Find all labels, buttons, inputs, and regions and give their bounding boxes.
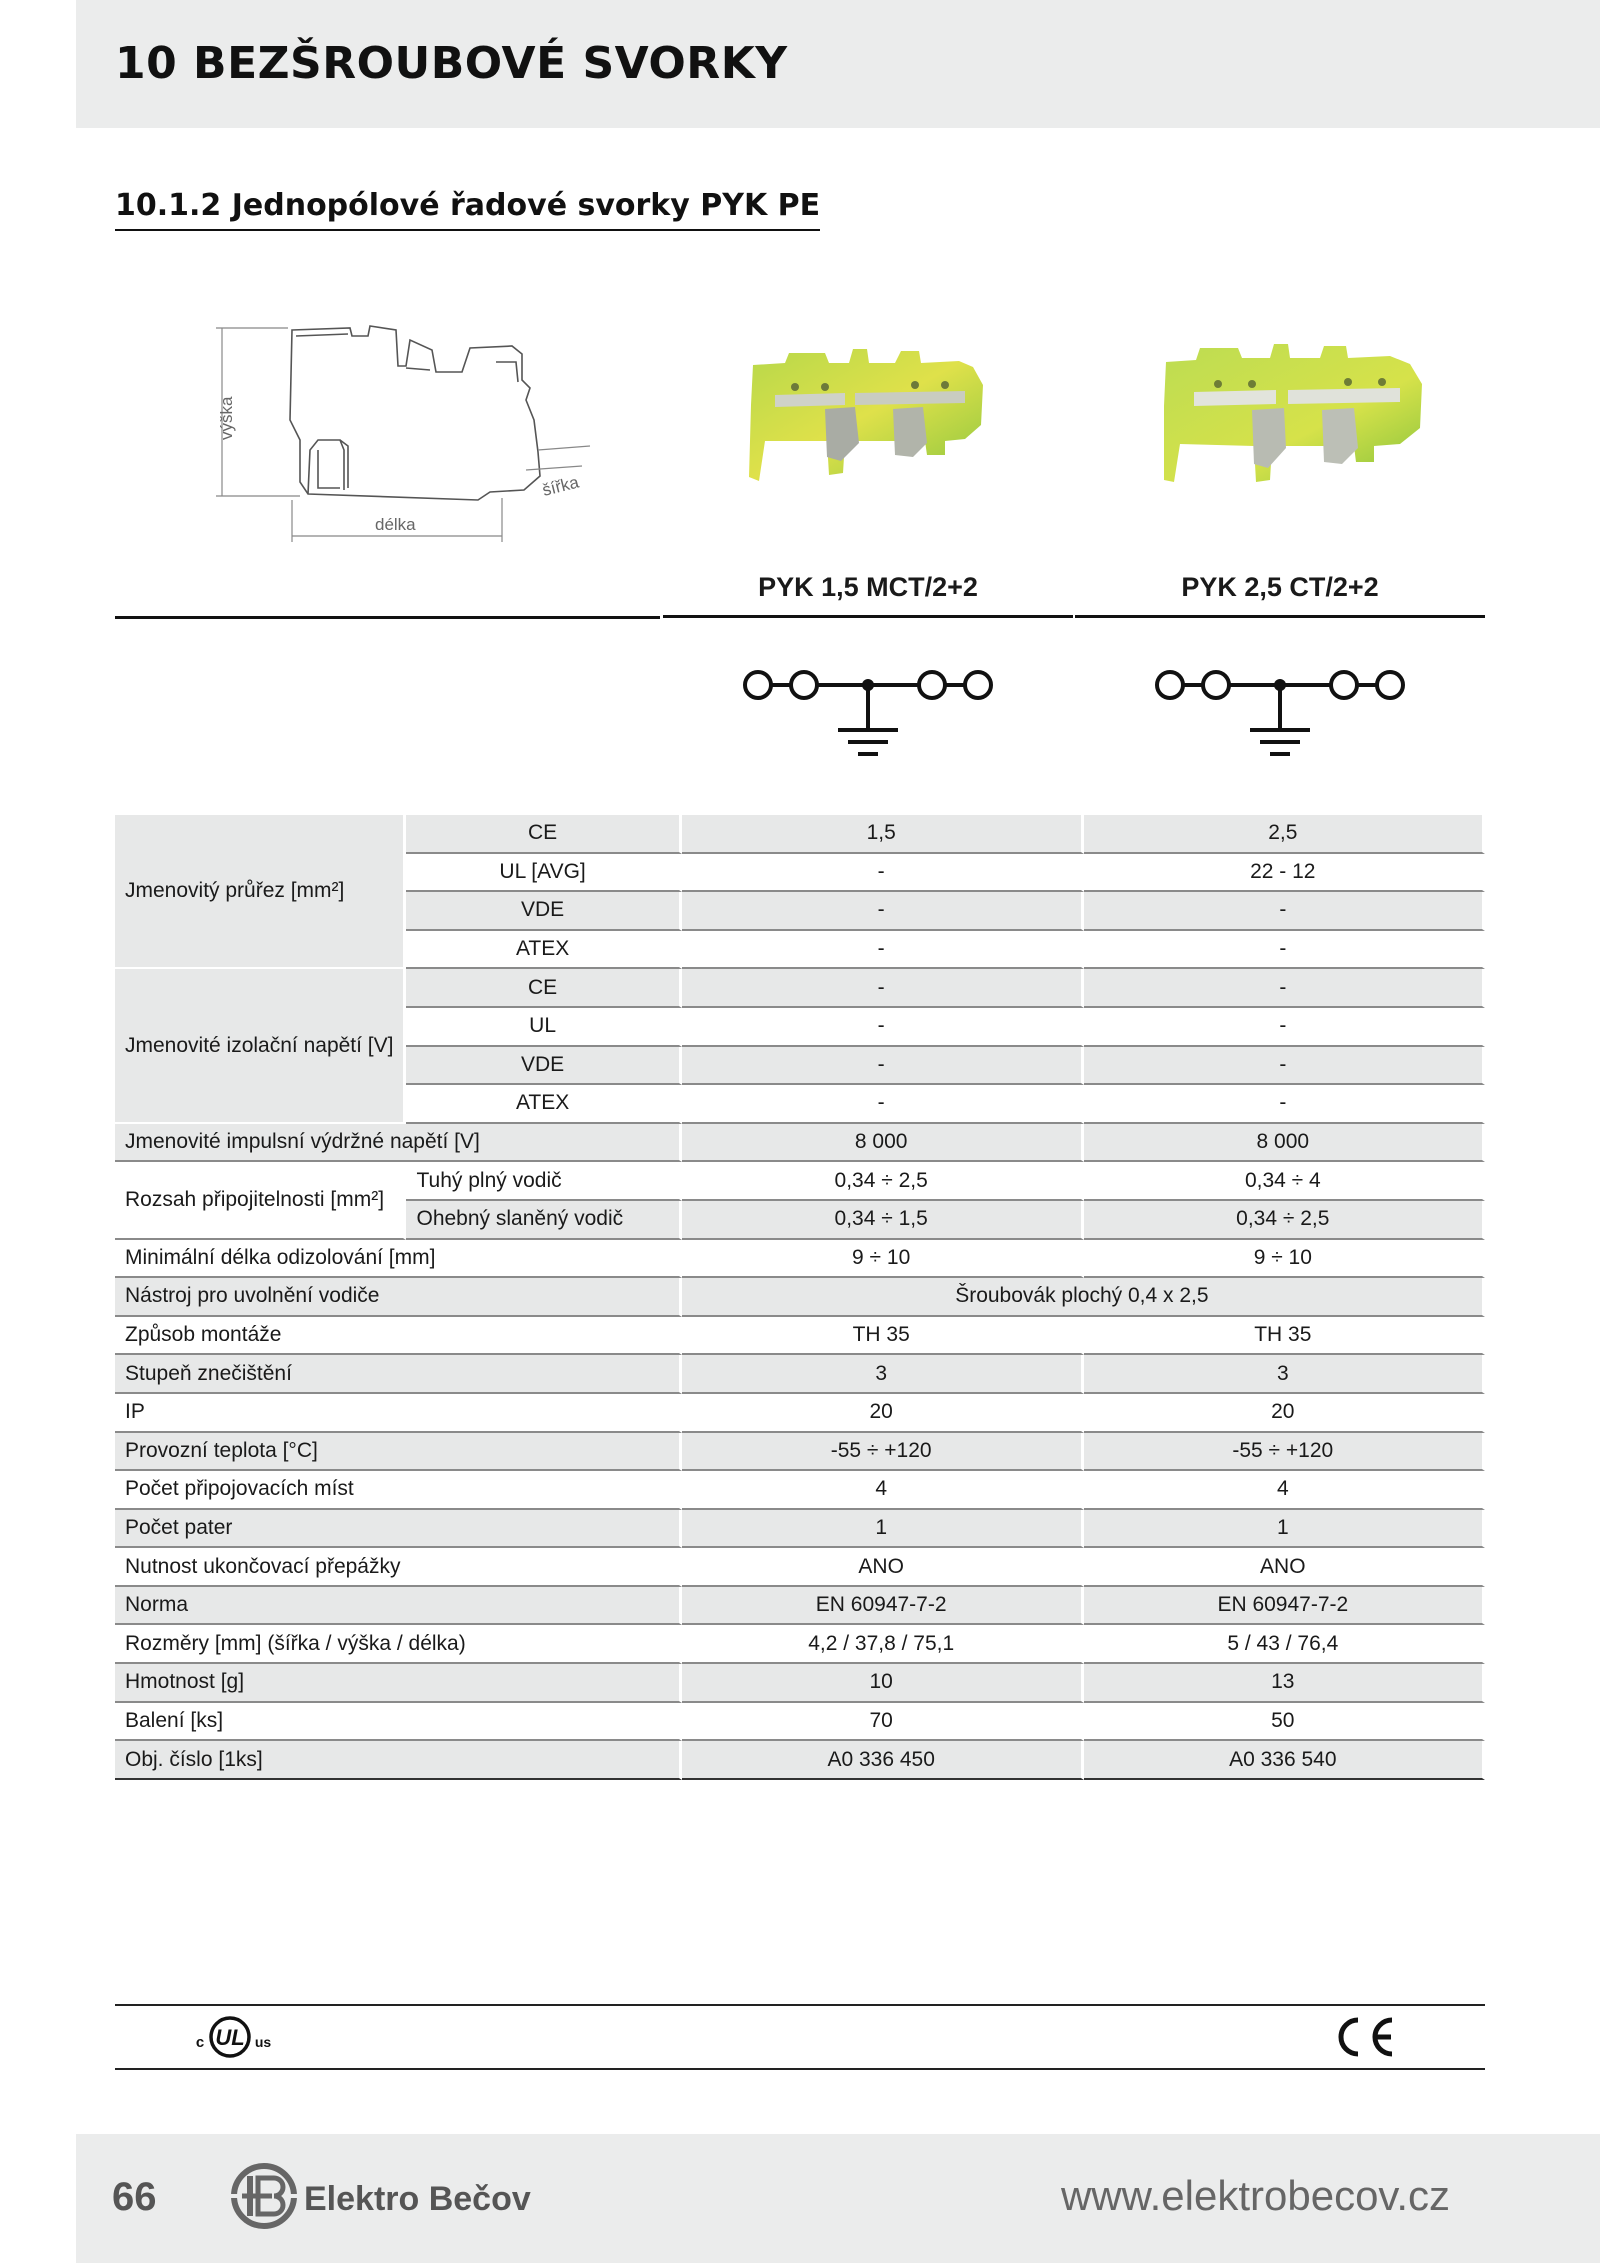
value-cell: 10 [682, 1664, 1084, 1703]
row-label: Stupeň znečištění [115, 1355, 682, 1394]
group-label-insulation-voltage: Jmenovité izolační napětí [V] [115, 969, 406, 1123]
length-label: délka [375, 515, 416, 534]
table-row [115, 1394, 1485, 1433]
chapter-title: 10 BEZŠROUBOVÉ SVORKY [115, 38, 788, 89]
value-cell: 0,34 ÷ 2,5 [682, 1162, 1084, 1201]
value-cell: 4 [1084, 1471, 1485, 1510]
value-cell: TH 35 [682, 1317, 1084, 1356]
row-label: Způsob montáže [115, 1317, 682, 1356]
value-cell: 5 / 43 / 76,4 [1084, 1625, 1485, 1664]
conductor-type-label: Tuhý plný vodič [406, 1162, 681, 1201]
width-label: šířka [540, 472, 581, 500]
product-name-2: PYK 2,5 CT/2+2 [1075, 572, 1485, 618]
group-label-cross-section: Jmenovitý průřez [mm²] [115, 815, 406, 969]
row-label: Norma [115, 1587, 682, 1626]
value-cell: 70 [682, 1703, 1084, 1742]
cert-rule-bottom [115, 2068, 1485, 2070]
table-row [115, 969, 1485, 1008]
table-row [115, 1433, 1485, 1472]
value-cell: - [1084, 931, 1485, 970]
table-row [115, 1587, 1485, 1626]
value-cell: - [682, 931, 1084, 970]
table-row [115, 1471, 1485, 1510]
standard-label: ATEX [406, 931, 681, 970]
page-number: 66 [112, 2175, 157, 2219]
table-row [115, 1162, 1485, 1201]
standard-label: ATEX [406, 1085, 681, 1124]
value-cell: - [682, 1047, 1084, 1086]
row-label: Minimální délka odizolování [mm] [115, 1240, 682, 1279]
website-link[interactable]: www.elektrobecov.cz [1060, 2172, 1450, 2219]
value-cell: 4 [682, 1471, 1084, 1510]
ul-c-text: c [195, 2034, 205, 2051]
value-cell: 22 - 12 [1084, 854, 1485, 893]
value-cell: - [682, 1085, 1084, 1124]
brand-name: Elektro Bečov [304, 2180, 531, 2218]
value-cell: A0 336 540 [1084, 1741, 1485, 1780]
value-cell: 8 000 [1084, 1124, 1485, 1163]
value-cell: - [682, 854, 1084, 893]
value-cell: - [1084, 1047, 1485, 1086]
value-cell: TH 35 [1084, 1317, 1485, 1356]
row-label: Počet pater [115, 1510, 682, 1549]
spec-table [115, 815, 1485, 1780]
standard-label: CE [406, 815, 681, 854]
value-cell: EN 60947-7-2 [682, 1587, 1084, 1626]
dimension-drawing [200, 300, 600, 545]
standard-label: CE [406, 969, 681, 1008]
cul-us-certification-logo [180, 2012, 280, 2062]
value-cell: 1 [682, 1510, 1084, 1549]
row-label: Balení [ks] [115, 1703, 682, 1742]
table-row [115, 815, 1485, 854]
row-label: Nutnost ukončovací přepážky [115, 1548, 682, 1587]
value-cell: 50 [1084, 1703, 1485, 1742]
value-cell: 13 [1084, 1664, 1485, 1703]
row-label: Rozměry [mm] (šířka / výška / délka) [115, 1625, 682, 1664]
value-cell: 1,5 [682, 815, 1084, 854]
section-title: 10.1.2 Jednopólové řadové svorky PYK PE [115, 188, 820, 231]
value-cell: ANO [682, 1548, 1084, 1587]
product-photo-pyk-2-5 [1160, 340, 1430, 490]
group-label-connection-range: Rozsah připojitelnosti [mm²] [115, 1162, 406, 1239]
standard-label: VDE [406, 1047, 681, 1086]
row-label: Hmotnost [g] [115, 1664, 682, 1703]
product-name-1: PYK 1,5 MCT/2+2 [663, 572, 1073, 618]
row-label: Obj. číslo [1ks] [115, 1741, 682, 1780]
table-row [115, 1355, 1485, 1394]
value-cell: - [1084, 892, 1485, 931]
value-cell: 0,34 ÷ 4 [1084, 1162, 1485, 1201]
standard-label: UL [406, 1008, 681, 1047]
row-label: Jmenovité impulsní výdržné napětí [V] [115, 1124, 682, 1163]
standard-label: VDE [406, 892, 681, 931]
value-cell: 8 000 [682, 1124, 1084, 1163]
ul-us-text: us [254, 2034, 272, 2050]
value-cell: 9 ÷ 10 [682, 1240, 1084, 1279]
value-cell: 3 [1084, 1355, 1485, 1394]
value-cell: - [682, 1008, 1084, 1047]
value-cell-merged: Šroubovák plochý 0,4 x 2,5 [682, 1278, 1485, 1317]
value-cell: ANO [1084, 1548, 1485, 1587]
value-cell: 0,34 ÷ 1,5 [682, 1201, 1084, 1240]
ul-main-text: UL [215, 2025, 245, 2050]
table-row [115, 1278, 1485, 1317]
value-cell: -55 ÷ +120 [1084, 1433, 1485, 1472]
value-cell: - [1084, 1085, 1485, 1124]
value-cell: - [682, 892, 1084, 931]
table-row [115, 1548, 1485, 1587]
value-cell: 2,5 [1084, 815, 1485, 854]
value-cell: 20 [682, 1394, 1084, 1433]
value-cell: 20 [1084, 1394, 1485, 1433]
brand-logo-icon [226, 2158, 302, 2234]
row-label: Počet připojovacích míst [115, 1471, 682, 1510]
standard-label: UL [AVG] [406, 854, 681, 893]
table-row [115, 1741, 1485, 1780]
row-label: IP [115, 1394, 682, 1433]
value-cell: - [1084, 1008, 1485, 1047]
value-cell: -55 ÷ +120 [682, 1433, 1084, 1472]
table-row [115, 1625, 1485, 1664]
table-row [115, 1510, 1485, 1549]
table-row [115, 1240, 1485, 1279]
height-label: výška [217, 396, 236, 440]
cert-rule-top [115, 2004, 1485, 2006]
circuit-symbol-2 [1150, 660, 1410, 770]
product-photo-pyk-1-5 [745, 345, 995, 485]
value-cell: 9 ÷ 10 [1084, 1240, 1485, 1279]
value-cell: - [1084, 969, 1485, 1008]
value-cell: A0 336 450 [682, 1741, 1084, 1780]
value-cell: - [682, 969, 1084, 1008]
row-label: Nástroj pro uvolnění vodiče [115, 1278, 682, 1317]
conductor-type-label: Ohebný slaněný vodič [406, 1201, 681, 1240]
value-cell: EN 60947-7-2 [1084, 1587, 1485, 1626]
table-row [115, 1703, 1485, 1742]
circuit-symbol-1 [738, 660, 998, 770]
ce-certification-logo [1328, 2014, 1398, 2060]
table-row [115, 1124, 1485, 1163]
value-cell: 1 [1084, 1510, 1485, 1549]
value-cell: 4,2 / 37,8 / 75,1 [682, 1625, 1084, 1664]
row-label: Provozní teplota [°C] [115, 1433, 682, 1472]
table-row [115, 1664, 1485, 1703]
table-row [115, 1317, 1485, 1356]
header-rule-left [115, 616, 660, 619]
value-cell: 3 [682, 1355, 1084, 1394]
value-cell: 0,34 ÷ 2,5 [1084, 1201, 1485, 1240]
